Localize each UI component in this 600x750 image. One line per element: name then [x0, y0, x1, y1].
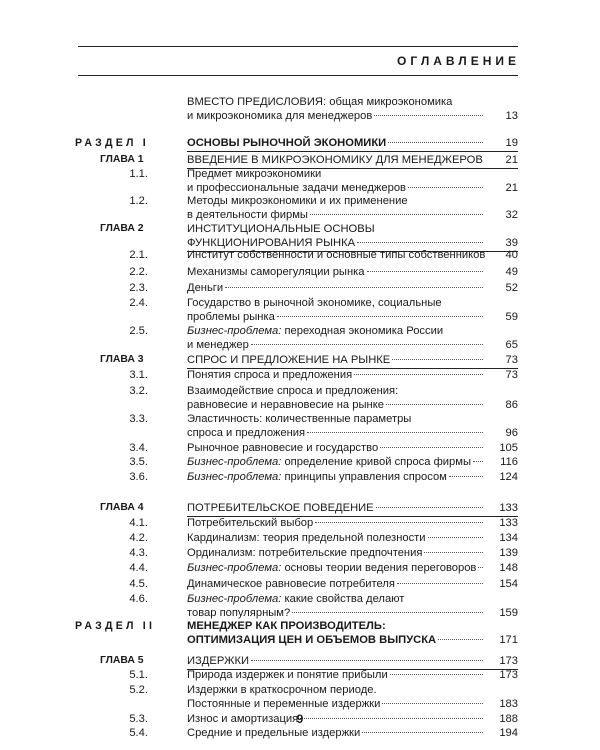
dot-leader — [292, 612, 483, 613]
title-line: Износ и амортизация — [187, 713, 299, 725]
business-problem-prefix: Бизнес-проблема: — [187, 471, 282, 483]
title-line: равновесие и неравновесие на рынке — [187, 399, 384, 411]
title-line: Институт собственности и основные типы собственников — [187, 249, 486, 261]
title-line: Механизмы саморегуляции рынка — [187, 266, 365, 278]
title-line: Динамическое равновесие потребителя — [187, 578, 395, 590]
title-line: Понятия спроса и предложения — [187, 369, 353, 381]
title-line: Средние и предельные издержки — [187, 727, 361, 739]
title-line: спроса и предложения — [187, 427, 306, 439]
title-line: Издержки в краткосрочном периоде. — [187, 684, 377, 696]
page-number-ref: 183 — [499, 698, 518, 710]
page-number-ref: 173 — [499, 655, 518, 667]
entry-title — [187, 441, 483, 455]
section-label: 3.1. — [129, 369, 148, 381]
page-number-ref: 105 — [499, 442, 518, 454]
dot-leader — [367, 271, 483, 272]
title-line: Государство в рыночной экономике, социальные — [187, 297, 442, 309]
dot-leader — [315, 522, 483, 523]
dot-leader — [225, 287, 483, 288]
section-label: 1.2. — [129, 195, 148, 207]
page-number-ref: 159 — [499, 607, 518, 619]
section-label: 4.1. — [129, 517, 148, 529]
title-line: Деньги — [187, 282, 224, 294]
entry-title — [187, 501, 483, 515]
page-number-ref: 134 — [499, 532, 518, 544]
entry-title — [187, 167, 483, 195]
dot-leader — [376, 507, 483, 508]
page-number-ref: 39 — [505, 237, 518, 249]
dot-leader — [374, 115, 483, 116]
section-label: 2.1. — [129, 249, 148, 261]
page-number-ref: 96 — [505, 427, 518, 439]
chapter-label: ГЛАВА 2 — [100, 223, 144, 234]
page-number-ref: 21 — [505, 154, 518, 166]
title-line: Ординализм: потребительские предпочтения — [187, 547, 423, 559]
page-number-ref: 148 — [499, 562, 518, 574]
section-label: 3.6. — [129, 471, 148, 483]
section-label: 2.5. — [129, 325, 148, 337]
dot-leader — [449, 476, 483, 477]
entry-title — [187, 353, 483, 367]
dot-leader — [392, 359, 483, 360]
entry-title — [187, 412, 483, 440]
entry-title — [187, 324, 483, 352]
section-label: 5.4. — [129, 727, 148, 739]
title-line: Эластичность: количественные параметры — [187, 413, 412, 425]
title-line: основы теории ведения переговоров — [281, 562, 477, 574]
page-number-ref: 133 — [499, 502, 518, 514]
page-number-ref: 194 — [499, 727, 518, 739]
page-number-ref: 49 — [505, 266, 518, 278]
page-number: 9 — [296, 712, 304, 726]
dot-leader — [390, 674, 483, 675]
page-number-ref: 86 — [505, 399, 518, 411]
dot-leader — [473, 461, 483, 462]
entry-title — [187, 281, 483, 295]
entry-title — [187, 668, 483, 682]
entry-title — [187, 194, 483, 222]
page-number-ref: 21 — [505, 182, 518, 194]
page-number-ref: 124 — [499, 471, 518, 483]
title-line: в деятельности фирмы — [187, 209, 308, 221]
page-number-ref: 73 — [505, 354, 518, 366]
section-label: 2.2. — [129, 266, 148, 278]
page-number-ref: 173 — [499, 669, 518, 681]
entry-title — [187, 153, 483, 167]
title-line: Природа издержек и понятие прибыли — [187, 669, 388, 681]
entry-title — [187, 577, 483, 591]
dot-leader — [424, 552, 483, 553]
page-title: ОГЛАВЛЕНИЕ — [396, 54, 520, 68]
title-line: СПРОС И ПРЕДЛОЖЕНИЕ НА РЫНКЕ — [187, 354, 391, 366]
title-line: принципы управления спросом — [281, 471, 447, 483]
page-number-ref: 40 — [505, 249, 518, 261]
dot-leader — [428, 537, 483, 538]
entry-title — [187, 619, 483, 647]
entry-title — [187, 683, 483, 711]
entry-title — [187, 561, 483, 575]
page-number-ref: 65 — [505, 339, 518, 351]
title-line: переходная экономика России — [281, 325, 444, 337]
page-number-ref: 154 — [499, 578, 518, 590]
section-label: 4.6. — [129, 593, 148, 605]
entry-title — [187, 248, 486, 262]
page-number-ref: 73 — [505, 369, 518, 381]
title-line: проблемы рынка — [187, 311, 275, 323]
title-line: и профессиональные задачи менеджеров — [187, 182, 406, 194]
page-number-ref: 19 — [505, 137, 518, 149]
title-line: Постоянные и переменные издержки — [187, 698, 381, 710]
entry-title — [187, 531, 483, 545]
section-label: 2.3. — [129, 282, 148, 294]
title-line: Рыночное равновесие и государство — [187, 442, 379, 454]
title-line: ВМЕСТО ПРЕДИСЛОВИЯ: общая микроэкономика — [187, 96, 453, 108]
title-line: Потребительский выбор — [187, 517, 314, 529]
entry-title — [187, 592, 483, 620]
title-line: ФУНКЦИОНИРОВАНИЯ РЫНКА — [187, 237, 356, 249]
page-number-ref: 116 — [500, 456, 518, 468]
dot-leader — [251, 660, 483, 661]
dot-leader — [386, 404, 483, 405]
page-number-ref: 13 — [505, 110, 518, 122]
page-number-ref: 133 — [499, 517, 518, 529]
title-line: ПОТРЕБИТЕЛЬСКОЕ ПОВЕДЕНИЕ — [187, 502, 374, 514]
entry-title — [187, 222, 483, 250]
chapter-label: ГЛАВА 3 — [100, 354, 144, 365]
dot-leader — [438, 639, 483, 640]
title-line: ИНСТИТУЦИОНАЛЬНЫЕ ОСНОВЫ — [187, 223, 375, 235]
entry-title — [187, 470, 483, 484]
section-label: 3.5. — [129, 456, 148, 468]
part-label: РАЗДЕЛ II — [75, 620, 156, 632]
page-number-ref: 139 — [499, 547, 518, 559]
part-underline — [187, 151, 518, 152]
business-problem-prefix: Бизнес-проблема: — [187, 593, 282, 605]
title-line: ИЗДЕРЖКИ — [187, 655, 250, 667]
chapter-label: ГЛАВА 4 — [100, 502, 144, 513]
dot-leader — [397, 583, 483, 584]
entry-title — [187, 136, 483, 150]
section-label: 3.3. — [129, 413, 148, 425]
heading-rule — [78, 75, 518, 76]
dot-leader — [310, 214, 483, 215]
title-line: ОПТИМИЗАЦИЯ ЦЕН И ОБЪЕМОВ ВЫПУСКА — [187, 634, 437, 646]
page-number-ref: 52 — [505, 282, 518, 294]
section-label: 5.2. — [129, 684, 148, 696]
dot-leader — [277, 316, 483, 317]
entry-title — [187, 546, 483, 560]
entry-title — [187, 95, 483, 123]
dot-leader — [478, 567, 483, 568]
business-problem-prefix: Бизнес-проблема: — [187, 562, 282, 574]
section-label: 2.4. — [129, 297, 148, 309]
title-line: товар популярным? — [187, 607, 291, 619]
title-line: ВВЕДЕНИЕ В МИКРОЭКОНОМИКУ ДЛЯ МЕНЕДЖЕРОВ — [187, 154, 483, 166]
section-label: 1.1. — [129, 168, 148, 180]
page-number-ref: 59 — [505, 311, 518, 323]
dot-leader — [388, 142, 483, 143]
entry-title — [187, 296, 483, 324]
title-line: и микроэкономика для менеджеров — [187, 110, 373, 122]
title-line: и менеджер — [187, 339, 249, 351]
chapter-label: ГЛАВА 1 — [100, 154, 144, 165]
business-problem-prefix: Бизнес-проблема: — [187, 456, 282, 468]
chapter-label: ГЛАВА 5 — [100, 655, 144, 666]
entry-title — [187, 455, 483, 469]
entry-title — [187, 384, 483, 412]
entry-title — [187, 726, 483, 740]
section-label: 5.3. — [129, 713, 148, 725]
business-problem-prefix: Бизнес-проблема: — [187, 325, 282, 337]
top-rule — [78, 46, 518, 47]
dot-leader — [357, 242, 483, 243]
entry-title — [187, 265, 483, 279]
dot-leader — [380, 447, 483, 448]
page-number-ref: 188 — [499, 713, 518, 725]
entry-title — [187, 368, 483, 382]
title-line: Предмет микроэкономики — [187, 168, 322, 180]
section-label: 3.2. — [129, 385, 148, 397]
page-number-ref: 32 — [505, 209, 518, 221]
section-label: 4.4. — [129, 562, 148, 574]
section-label: 4.2. — [129, 532, 148, 544]
page-number-ref: 171 — [499, 634, 518, 646]
section-label: 5.1. — [129, 669, 148, 681]
dot-leader — [307, 432, 483, 433]
section-label: 4.5. — [129, 578, 148, 590]
section-label: 4.3. — [129, 547, 148, 559]
title-line: ОСНОВЫ РЫНОЧНОЙ ЭКОНОМИКИ — [187, 137, 387, 149]
title-line: Взаимодействие спроса и предложения: — [187, 385, 399, 397]
dot-leader — [354, 374, 483, 375]
entry-title — [187, 654, 483, 668]
title-line: какие свойства делают — [281, 593, 405, 605]
title-line: Методы микроэкономики и их применение — [187, 195, 408, 207]
dot-leader — [362, 732, 483, 733]
title-line: Кардинализм: теория предельной полезности — [187, 532, 426, 544]
section-label: 3.4. — [129, 442, 148, 454]
title-line: МЕНЕДЖЕР КАК ПРОИЗВОДИТЕЛЬ: — [187, 620, 386, 632]
dot-leader — [408, 187, 483, 188]
entry-title — [187, 516, 483, 530]
part-label: РАЗДЕЛ I — [75, 137, 149, 149]
dot-leader — [251, 344, 483, 345]
title-line: определение кривой спроса фирмы — [281, 456, 472, 468]
dot-leader — [382, 703, 483, 704]
